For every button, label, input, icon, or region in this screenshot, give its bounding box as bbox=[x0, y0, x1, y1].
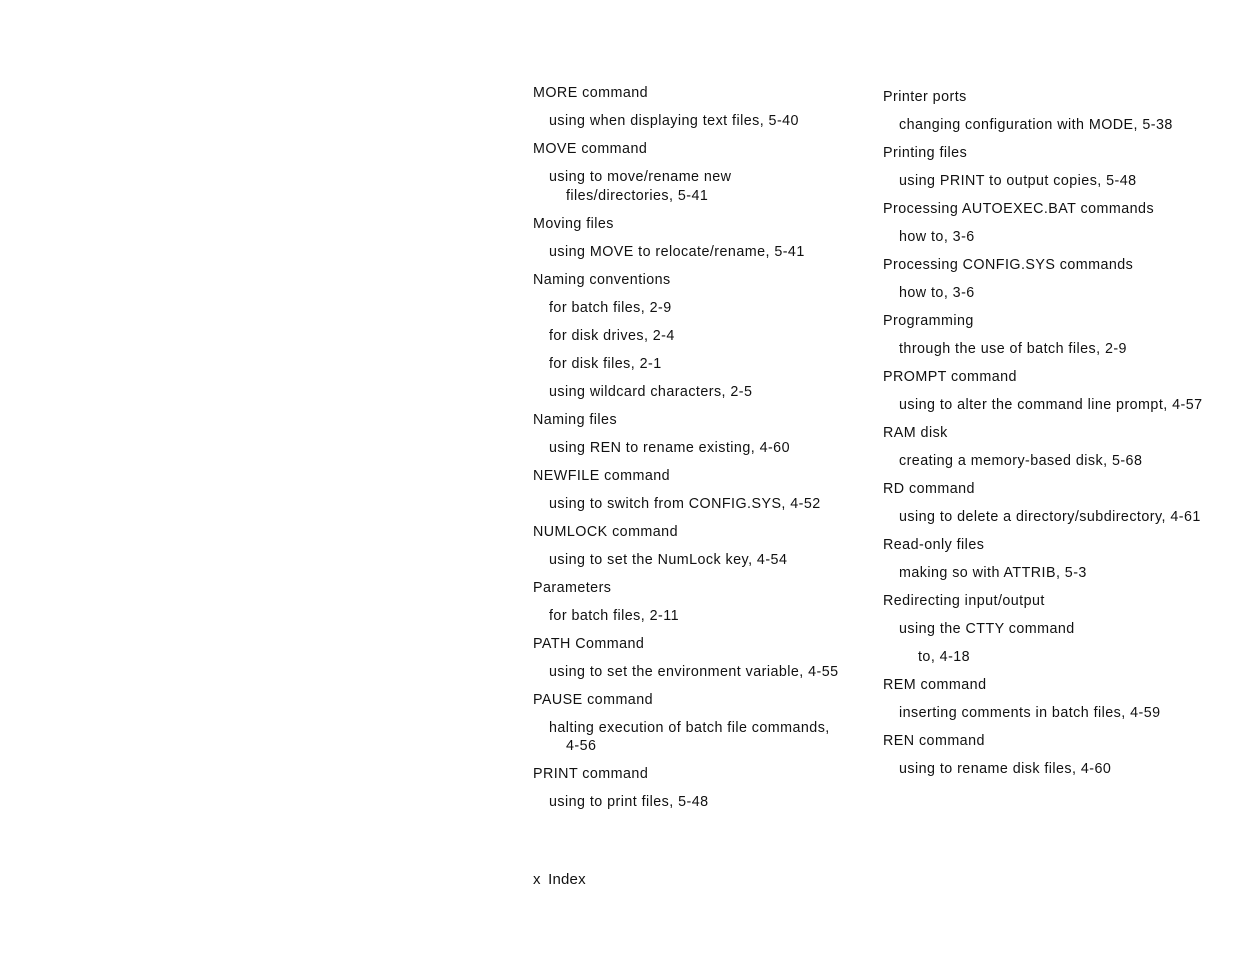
index-subentry: using when displaying text files, 5-40 bbox=[549, 113, 799, 129]
index-heading: NEWFILE command bbox=[533, 467, 671, 484]
index-heading: NUMLOCK command bbox=[533, 523, 678, 540]
index-entry bbox=[533, 691, 843, 756]
index-subentry: using MOVE to relocate/rename, 5-41 bbox=[549, 243, 805, 260]
index-subentry: for disk drives, 2-4 bbox=[549, 327, 675, 344]
index-entry bbox=[883, 144, 1223, 191]
index-entry bbox=[883, 88, 1223, 135]
index-heading: Processing AUTOEXEC.BAT commands bbox=[883, 201, 1155, 217]
index-heading: RD command bbox=[883, 481, 975, 497]
index-heading: PRINT command bbox=[533, 766, 649, 782]
index-subentry: making so with ATTRIB, 5-3 bbox=[899, 565, 1087, 581]
index-subentry: creating a memory-based disk, 5-68 bbox=[899, 453, 1143, 469]
index-entry bbox=[533, 467, 843, 514]
index-heading: Read-only files bbox=[883, 537, 985, 553]
index-entry bbox=[883, 536, 1223, 583]
index-entry bbox=[533, 579, 843, 626]
index-heading: Parameters bbox=[533, 579, 612, 596]
index-heading: REM command bbox=[883, 677, 987, 693]
index-entry bbox=[533, 765, 843, 812]
index-subentry: for batch files, 2-9 bbox=[549, 299, 672, 316]
index-subentry: using the CTTY command bbox=[899, 621, 1075, 637]
index-entry bbox=[883, 256, 1223, 303]
index-entry bbox=[883, 732, 1223, 779]
index-entry bbox=[533, 411, 843, 458]
index-subentry: through the use of batch files, 2-9 bbox=[899, 341, 1127, 357]
index-subentry: using to rename disk files, 4-60 bbox=[899, 761, 1112, 777]
index-heading: Moving files bbox=[533, 215, 614, 232]
footer-section-title: Index bbox=[548, 871, 586, 888]
index-subentry: for disk files, 2-1 bbox=[549, 355, 662, 372]
index-subentry: halting execution of batch file commands, 4-56 bbox=[549, 719, 830, 754]
index-subentry: using to move/rename new files/directories, 5-41 bbox=[549, 169, 732, 204]
page-number: x bbox=[533, 871, 541, 888]
index-subentry: using to alter the command line prompt, 4-57 bbox=[899, 397, 1203, 413]
index-heading: Printer ports bbox=[883, 89, 967, 105]
index-subentry: using PRINT to output copies, 5-48 bbox=[899, 173, 1137, 189]
index-heading: PROMPT command bbox=[883, 369, 1017, 385]
index-entry bbox=[883, 200, 1223, 247]
index-subentry: using REN to rename existing, 4-60 bbox=[549, 439, 790, 456]
page-footer bbox=[533, 871, 586, 888]
index-entry bbox=[533, 635, 843, 682]
index-entry bbox=[533, 215, 843, 262]
index-subentry: how to, 3-6 bbox=[899, 285, 975, 301]
index-subentry: using to set the NumLock key, 4-54 bbox=[549, 551, 788, 568]
index-subentry: using to set the environment variable, 4-55 bbox=[549, 663, 839, 680]
index-entry bbox=[533, 271, 843, 402]
index-subentry: changing configuration with MODE, 5-38 bbox=[899, 117, 1173, 133]
index-entry bbox=[533, 523, 843, 570]
index-heading: Printing files bbox=[883, 145, 968, 161]
index-subentry-continuation: to, 4-18 bbox=[918, 649, 971, 665]
index-heading: MORE command bbox=[533, 85, 649, 101]
index-entry bbox=[883, 312, 1223, 359]
index-entry bbox=[883, 368, 1223, 415]
index-entry bbox=[883, 592, 1223, 667]
index-entry bbox=[533, 84, 843, 131]
index-column-right bbox=[883, 0, 1223, 788]
index-heading: Processing CONFIG.SYS commands bbox=[883, 257, 1134, 273]
index-heading: Naming conventions bbox=[533, 271, 671, 288]
index-subentry: for batch files, 2-11 bbox=[549, 607, 679, 624]
index-subentry: using to switch from CONFIG.SYS, 4-52 bbox=[549, 495, 821, 512]
index-heading: Programming bbox=[883, 313, 974, 329]
index-heading: REN command bbox=[883, 733, 985, 749]
index-subentry: using to print files, 5-48 bbox=[549, 794, 709, 810]
index-entry bbox=[883, 424, 1223, 471]
index-entry bbox=[883, 480, 1223, 527]
index-heading: PAUSE command bbox=[533, 691, 654, 708]
index-heading: Naming files bbox=[533, 411, 618, 428]
index-column-left bbox=[533, 0, 843, 821]
index-heading: Redirecting input/output bbox=[883, 593, 1045, 609]
index-heading: MOVE command bbox=[533, 141, 648, 157]
index-entry bbox=[883, 676, 1223, 723]
index-heading: RAM disk bbox=[883, 425, 948, 441]
index-subentry: how to, 3-6 bbox=[899, 229, 975, 245]
index-subentry: using wildcard characters, 2-5 bbox=[549, 383, 753, 400]
index-subentry: inserting comments in batch files, 4-59 bbox=[899, 705, 1161, 721]
index-entry bbox=[533, 140, 843, 205]
index-heading: PATH Command bbox=[533, 635, 645, 652]
index-subentry: using to delete a directory/subdirectory, 4-61 bbox=[899, 509, 1201, 525]
